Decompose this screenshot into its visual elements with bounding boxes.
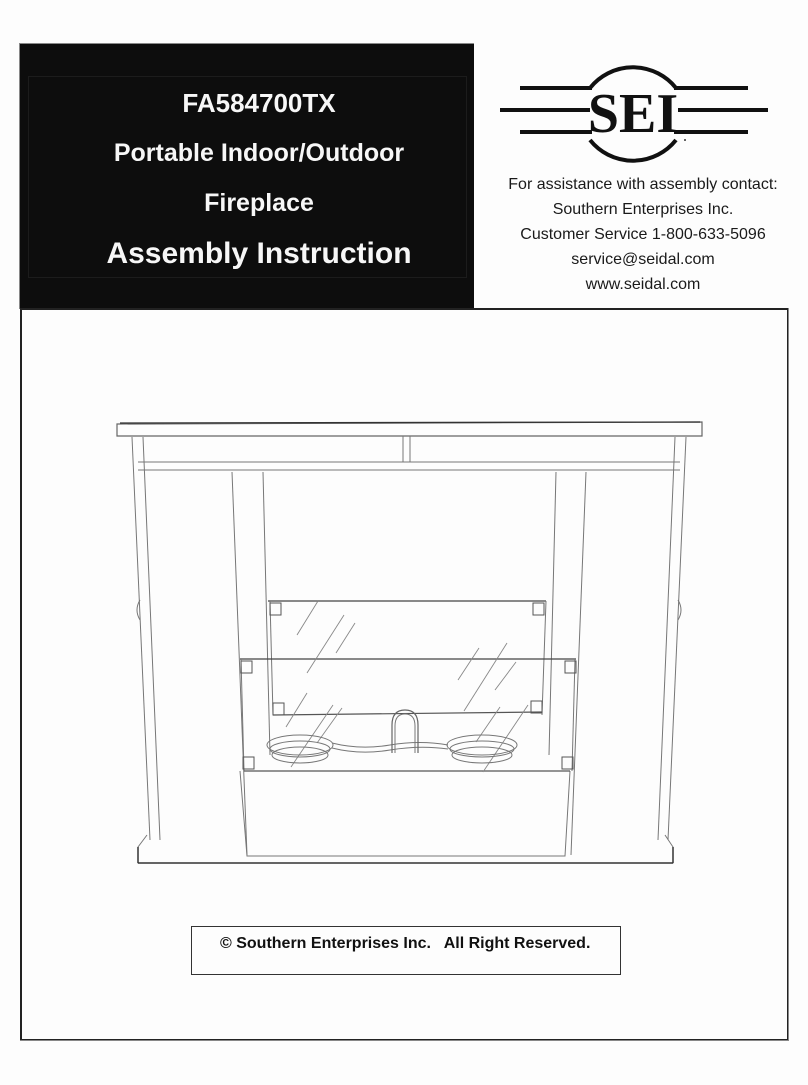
title-block: [19, 43, 474, 309]
document-type-title: Assembly Instruction: [106, 237, 412, 270]
contact-email: service@seidal.com: [571, 251, 715, 268]
copyright-box: [191, 926, 621, 975]
fireplace-illustration-icon: [110, 415, 710, 870]
contact-phone: Customer Service 1-800-633-5096: [520, 226, 766, 243]
logo-text: SEI: [587, 83, 679, 145]
product-name-line-1: Portable Indoor/Outdoor: [113, 139, 405, 167]
contact-info: [478, 172, 808, 297]
copyright-text: © Southern Enterprises Inc. All Right Reserved.: [220, 935, 591, 952]
contact-company: Southern Enterprises Inc.: [552, 201, 734, 218]
contact-heading: For assistance with assembly contact:: [508, 176, 778, 193]
sei-logo-icon: [498, 54, 770, 170]
model-number: FA584700TX: [182, 88, 336, 118]
contact-website: www.seidal.com: [585, 276, 701, 293]
product-name-line-2: Fireplace: [204, 189, 314, 217]
